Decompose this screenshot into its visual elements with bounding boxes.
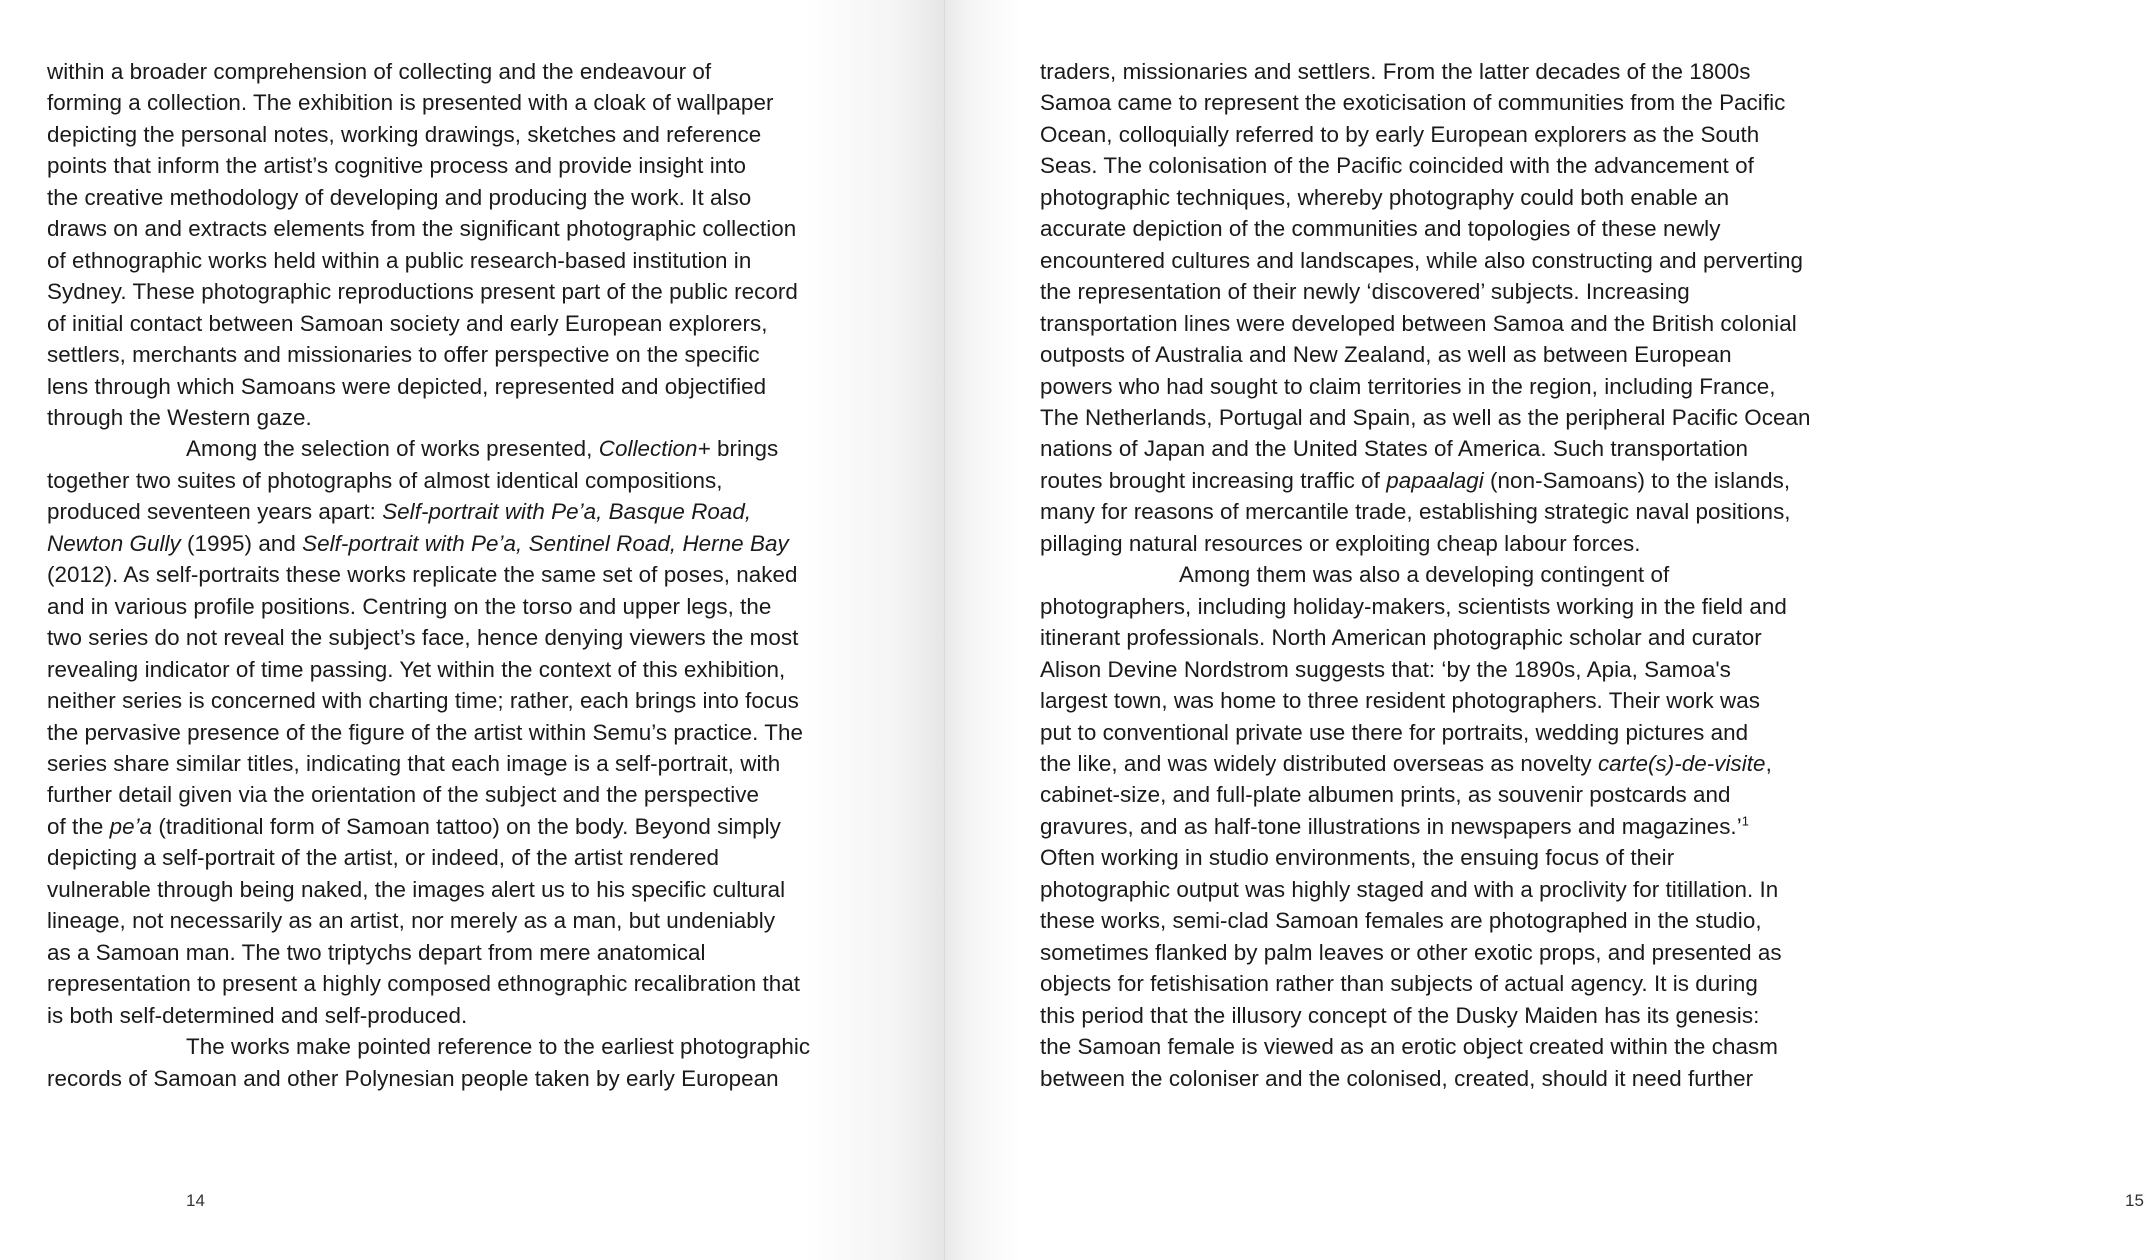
body-line: lens through which Samoans were depicted, represented and objectified <box>47 373 767 399</box>
body-line: neither series is concerned with charting time; rather, each brings into focus <box>47 688 799 714</box>
body-line: vulnerable through being naked, the images alert us to his specific cultural <box>47 876 786 902</box>
left-page-body <box>47 56 877 1094</box>
text-run: routes brought increasing traffic of <box>1040 467 1387 493</box>
body-line: Samoa came to represent the exoticisation of communities from the Pacific <box>1040 90 1786 116</box>
body-line: between the coloniser and the colonised, created, should it need further <box>1040 1065 1754 1091</box>
body-line <box>47 1031 877 1062</box>
body-line: together two suites of photographs of almost identical compositions, <box>47 467 723 493</box>
text-run: produced seventeen years apart: <box>47 499 383 525</box>
body-line: of initial contact between Samoan society and early European explorers, <box>47 310 768 336</box>
body-line: records of Samoan and other Polynesian people taken by early European <box>47 1065 779 1091</box>
body-line: powers who had sought to claim territories in the region, including France, <box>1040 373 1776 399</box>
text-run: , <box>1765 750 1772 776</box>
italic-term: pe’a <box>109 813 153 839</box>
body-line: Ocean, colloquially referred to by early European explorers as the South <box>1040 121 1760 147</box>
page-number: 14 <box>186 1191 205 1210</box>
body-line: Seas. The colonisation of the Pacific coincided with the advancement of <box>1040 153 1754 179</box>
right-page-body <box>1040 56 1811 1094</box>
artwork-title: Self-portrait with Pe’a, Sentinel Road, Herne Bay <box>302 530 789 556</box>
body-line: these works, semi-clad Samoan females are photographed in the studio, <box>1040 908 1762 934</box>
body-line <box>47 811 877 842</box>
body-line: The Netherlands, Portugal and Spain, as well as the peripheral Pacific Ocean <box>1040 404 1811 430</box>
body-line: revealing indicator of time passing. Yet within the context of this exhibition, <box>47 656 786 682</box>
body-line: depicting the personal notes, working drawings, sketches and reference <box>47 121 762 147</box>
text-run: The works make pointed reference to the earliest photographic <box>186 1034 811 1060</box>
body-line <box>47 433 877 464</box>
body-line: of ethnographic works held within a public research-based institution in <box>47 247 752 273</box>
body-line: lineage, not necessarily as an artist, nor merely as a man, but undeniably <box>47 908 776 934</box>
body-line <box>1040 748 1811 779</box>
body-line: series share similar titles, indicating that each image is a self-portrait, with <box>47 750 781 776</box>
body-line: outposts of Australia and New Zealand, as well as between European <box>1040 342 1732 368</box>
text-run: (1995) and <box>180 530 303 556</box>
text-run: gravures, and as half-tone illustrations in newspapers and magazines.’ <box>1040 813 1742 839</box>
body-line: the Samoan female is viewed as an erotic object created within the chasm <box>1040 1034 1778 1060</box>
italic-term: papaalagi <box>1386 467 1484 493</box>
body-line: the creative methodology of developing and producing the work. It also <box>47 184 752 210</box>
body-line: nations of Japan and the United States of America. Such transportation <box>1040 436 1748 462</box>
text-run: of the <box>47 813 110 839</box>
body-line: largest town, was home to three resident photographers. Their work was <box>1040 688 1760 714</box>
body-line: further detail given via the orientation of the subject and the perspective <box>47 782 759 808</box>
artwork-title: Newton Gully <box>47 530 181 556</box>
body-line: the representation of their newly ‘discovered’ subjects. Increasing <box>1040 279 1690 305</box>
body-line: pillaging natural resources or exploiting cheap labour forces. <box>1040 530 1641 556</box>
body-line: depicting a self-portrait of the artist, or indeed, of the artist rendered <box>47 845 720 871</box>
text-run: Among the selection of works presented, <box>186 436 599 462</box>
body-line <box>47 496 877 527</box>
page-number: 15 <box>2125 1191 2144 1210</box>
body-line: accurate depiction of the communities and topologies of these newly <box>1040 216 1721 242</box>
body-line: photographic techniques, whereby photography could both enable an <box>1040 184 1730 210</box>
body-line: settlers, merchants and missionaries to offer perspective on the specific <box>47 342 760 368</box>
body-line: photographers, including holiday-makers, scientists working in the field and <box>1040 593 1787 619</box>
body-line <box>1040 465 1811 496</box>
body-line <box>1040 559 1811 590</box>
text-run: Among them was also a developing contingent of <box>1179 562 1670 588</box>
artwork-title: Collection+ <box>598 436 711 462</box>
body-line: representation to present a highly composed ethnographic recalibration that <box>47 971 801 997</box>
body-line: photographic output was highly staged and with a proclivity for titillation. In <box>1040 876 1779 902</box>
body-line: within a broader comprehension of collecting and the endeavour of <box>47 59 712 84</box>
text-run: the like, and was widely distributed overseas as novelty <box>1040 750 1598 776</box>
artwork-title: Self-portrait with Pe’a, Basque Road, <box>382 499 752 525</box>
body-line: the pervasive presence of the figure of the artist within Semu’s practice. The <box>47 719 804 745</box>
italic-term: carte(s)-de-visite <box>1597 750 1766 776</box>
body-line: cabinet-size, and full-plate albumen prints, as souvenir postcards and <box>1040 782 1731 808</box>
body-line: objects for fetishisation rather than subjects of actual agency. It is during <box>1040 971 1758 997</box>
text-run: brings <box>710 436 779 462</box>
body-line: through the Western gaze. <box>47 404 312 430</box>
body-line: many for reasons of mercantile trade, establishing strategic naval positions, <box>1040 499 1791 525</box>
body-line: put to conventional private use there for portraits, wedding pictures and <box>1040 719 1749 745</box>
body-line: two series do not reveal the subject’s face, hence denying viewers the most <box>47 625 799 651</box>
body-line: transportation lines were developed between Samoa and the British colonial <box>1040 310 1797 336</box>
footnote-marker: 1 <box>1741 813 1750 829</box>
body-line: forming a collection. The exhibition is presented with a cloak of wallpaper <box>47 90 774 116</box>
body-line: sometimes flanked by palm leaves or other exotic props, and presented as <box>1040 939 1782 965</box>
body-line <box>47 528 877 559</box>
body-line: draws on and extracts elements from the significant photographic collection <box>47 216 797 242</box>
left-page <box>0 0 945 1260</box>
body-line: and in various profile positions. Centring on the torso and upper legs, the <box>47 593 772 619</box>
body-line: itinerant professionals. North American photographic scholar and curator <box>1040 625 1762 651</box>
body-line: (2012). As self-portraits these works replicate the same set of poses, naked <box>47 562 798 588</box>
text-run: (traditional form of Samoan tattoo) on the body. Beyond simply <box>152 813 781 839</box>
text-run: (non-Samoans) to the islands, <box>1483 467 1791 493</box>
body-line: as a Samoan man. The two triptychs depart from mere anatomical <box>47 939 706 965</box>
body-line <box>1040 811 1811 842</box>
body-line: is both self-determined and self-produced. <box>47 1002 468 1028</box>
body-line: Alison Devine Nordstrom suggests that: ‘by the 1890s, Apia, Samoa's <box>1040 656 1731 682</box>
body-line: this period that the illusory concept of the Dusky Maiden has its genesis: <box>1040 1002 1760 1028</box>
body-line: Often working in studio environments, the ensuing focus of their <box>1040 845 1675 871</box>
body-line: points that inform the artist’s cognitive process and provide insight into <box>47 153 747 179</box>
body-line: Sydney. These photographic reproductions present part of the public record <box>47 279 798 305</box>
body-line: encountered cultures and landscapes, while also constructing and perverting <box>1040 247 1804 273</box>
body-line: traders, missionaries and settlers. From the latter decades of the 1800s <box>1040 59 1751 84</box>
